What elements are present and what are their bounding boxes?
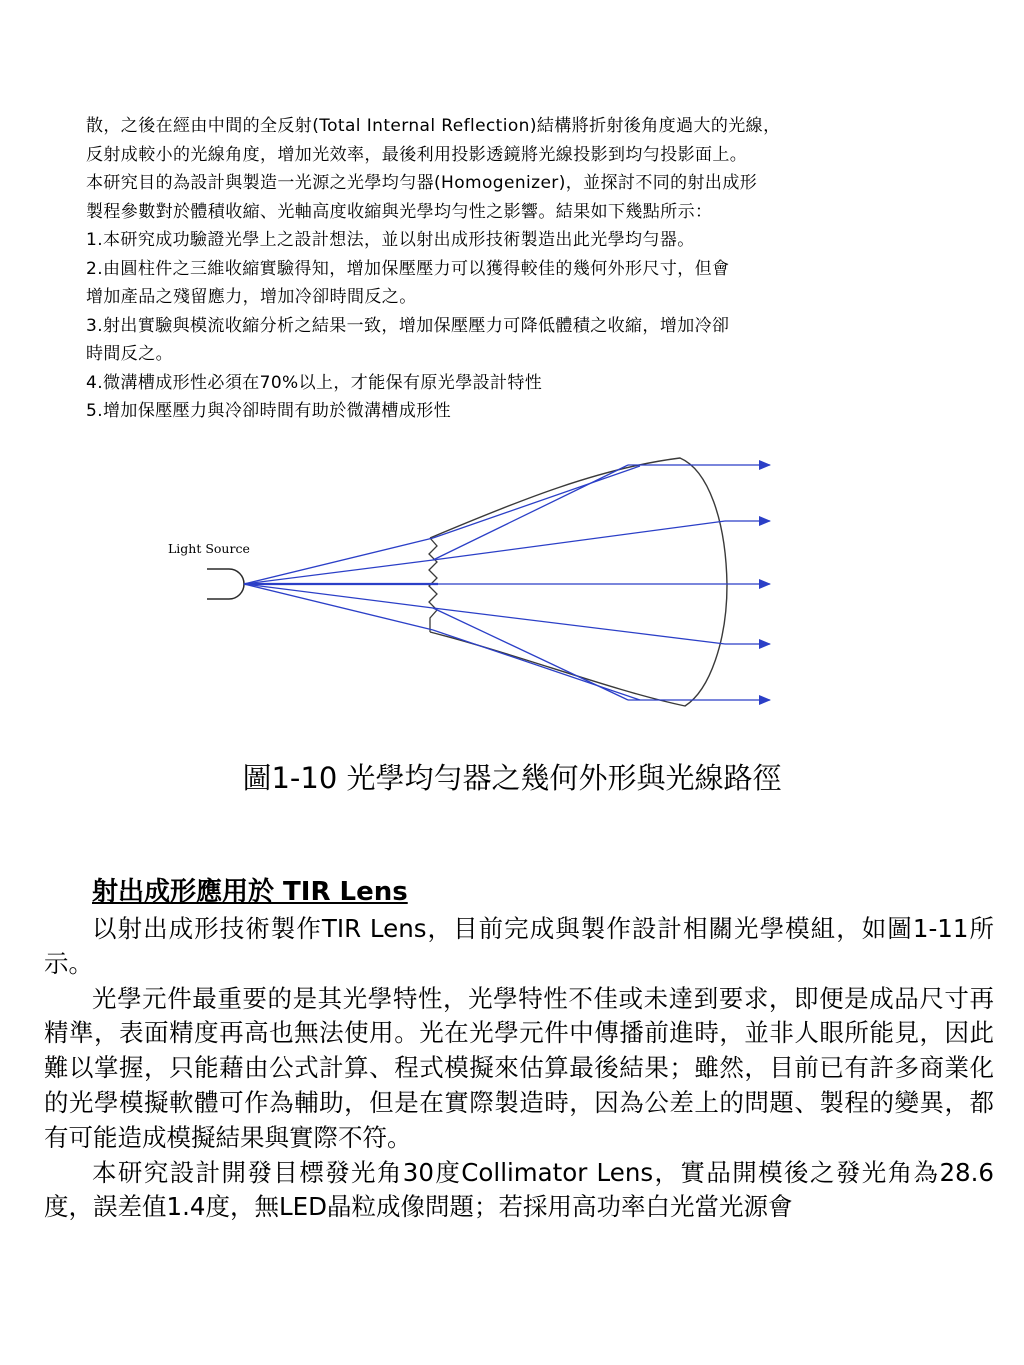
text-line: 散，之後在經由中間的全反射(Total Internal Reflection)結構將折射後角度過大的光線，	[86, 116, 781, 136]
text-line: 4.微溝槽成形性必須在70%以上，才能保有原光學設計特性	[86, 372, 543, 393]
homogenizer-outline	[430, 458, 727, 706]
figure-caption: 圖1-10 光學均勻器之幾何外形與光線路徑	[242, 761, 782, 795]
text-line: 本研究目的為設計與製造一光源之光學均勻器(Homogenizer)，並探討不同的射出成形	[86, 173, 758, 193]
text-line: 1.本研究成功驗證光學上之設計想法，並以射出成形技術製造出此光學均勻器。	[86, 230, 695, 250]
paragraph: 本研究設計開發目標發光角30度Collimator Lens，實品開模後之發光角為28.6度，誤差值1.4度，無LED晶粒成像問題；若採用高功率白光當光源會	[44, 1157, 994, 1222]
text-line: 5.增加保壓壓力與冷卻時間有助於微溝槽成形性	[86, 401, 452, 421]
section-title: 射出成形應用於 TIR Lens	[92, 877, 408, 907]
text-line: 反射成較小的光線角度，增加光效率，最後利用投影透鏡將光線投影到均勻投影面上。	[86, 144, 748, 165]
homogenizer-diagram	[160, 440, 800, 720]
tir-lens-section	[44, 872, 994, 1225]
text-line: 增加產品之殘留應力，增加冷卻時間反之。	[86, 287, 417, 307]
text-line: 2.由圓柱件之三維收縮實驗得知，增加保壓壓力可以獲得較佳的幾何外形尺寸，但會	[86, 258, 730, 279]
light-source-icon	[207, 569, 244, 599]
light-rays	[244, 465, 770, 700]
text-line: 3.射出實驗與模流收縮分析之結果一致，增加保壓壓力可降低體積之收縮，增加冷卻	[86, 315, 730, 336]
text-line: 製程參數對於體積收縮、光軸高度收縮與光學均勻性之影響。結果如下幾點所示：	[86, 201, 713, 222]
text-line: 時間反之。	[86, 344, 173, 364]
paragraph: 光學元件最重要的是其光學特性，光學特性不佳或未達到要求，即便是成品尺寸再精準，表面精度再高也無法使用。光在光學元件中傳播前進時，並非人眼所能見，因此難以掌握，只能藉由公式計算、程式模擬來估算最後結果；雖然，目前已有許多商業化的光學模擬軟體可作為輔助，但是在實際製造時，因為公差上的問題、製程的變異，都有可能造成模擬結果與實際不符。	[44, 983, 994, 1152]
light-source-label: Light Source	[168, 541, 250, 556]
paragraph: 以射出成形技術製作TIR Lens，目前完成與製作設計相關光學模組，如圖1-11所示。	[44, 914, 994, 978]
homogenizer-figure	[160, 440, 800, 720]
intro-text-block	[86, 112, 956, 426]
